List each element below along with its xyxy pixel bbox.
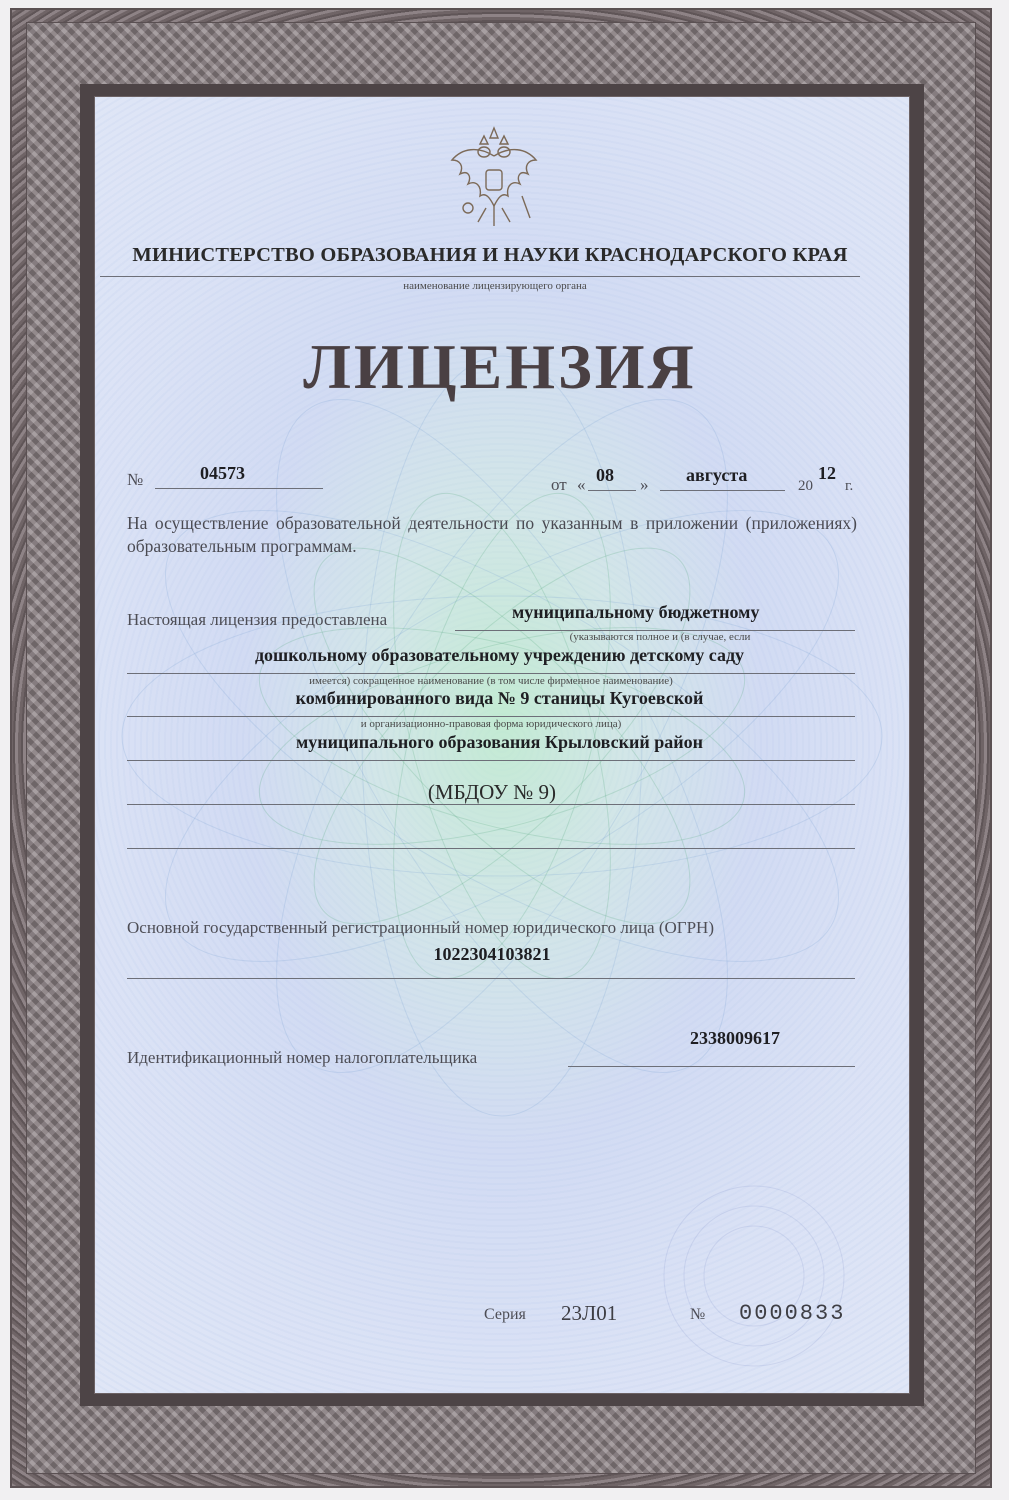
- holder-line-2: дошкольному образовательному учреждению детскому саду: [254, 645, 745, 665]
- holder-line-3: комбинированного вида № 9 станицы Кугоевской: [295, 688, 704, 708]
- date-quote-close: »: [640, 475, 649, 494]
- holder-line-4-rule: [127, 760, 855, 761]
- date-from-label: от: [551, 475, 567, 494]
- date-month: августа: [686, 465, 748, 485]
- russian-coat-of-arms-icon: [438, 126, 550, 236]
- inn-value: 2338009617: [690, 1028, 780, 1048]
- ogrn-label: Основной государственный регистрационный номер юридического лица (ОГРН): [127, 918, 714, 937]
- inn-label: Идентификационный номер налогоплательщика: [127, 1048, 478, 1067]
- series-label: Серия: [484, 1306, 526, 1323]
- date-day-line: [588, 490, 636, 491]
- date-year-unit: г.: [845, 478, 854, 494]
- ogrn-rule: [127, 978, 855, 979]
- ogrn-value: 1022304103821: [433, 944, 551, 964]
- holder-caption-3: и организационно-правовая форма юридического лица): [360, 718, 622, 730]
- holder-line-4: муниципального образования Крыловский район: [296, 732, 703, 752]
- document-title: ЛИЦЕНЗИЯ: [303, 331, 697, 402]
- holder-line-1: муниципальному бюджетному: [512, 602, 760, 622]
- holder-caption-1: (указываются полное и (в случае, если: [569, 631, 751, 643]
- date-year-suffix: 12: [818, 463, 836, 483]
- series-number: 0000833: [739, 1301, 846, 1326]
- license-number: 04573: [200, 463, 245, 483]
- date-quote-open: «: [577, 475, 586, 494]
- ministry-underline: [100, 276, 860, 277]
- date-year-prefix: 20: [798, 478, 813, 494]
- granted-label: Настоящая лицензия предоставлена: [127, 610, 388, 629]
- series-value: 23Л01: [561, 1301, 618, 1325]
- holder-blank-rule: [127, 848, 855, 849]
- holder-line-3-rule: [127, 716, 855, 717]
- ministry-caption: наименование лицензирующего органа: [403, 280, 587, 292]
- holder-line-2-rule: [127, 673, 855, 674]
- holder-caption-2: имеется) сокращенное наименование (в том числе фирменное наименование): [309, 675, 673, 687]
- holder-short-name-rule: [127, 804, 855, 805]
- holder-short-name: (МБДОУ № 9): [427, 780, 557, 804]
- inn-rule: [568, 1066, 855, 1067]
- date-month-line: [660, 490, 785, 491]
- license-number-line: [155, 488, 323, 489]
- date-day: 08: [596, 465, 614, 485]
- license-purpose: На осуществление образовательной деятельности по указанным в приложении (приложениях) образовательным программам.: [127, 513, 857, 556]
- license-number-label: №: [127, 470, 144, 489]
- series-number-label: №: [690, 1306, 706, 1323]
- ministry-name: МИНИСТЕРСТВО ОБРАЗОВАНИЯ И НАУКИ КРАСНОДАРСКОГО КРАЯ: [132, 244, 848, 266]
